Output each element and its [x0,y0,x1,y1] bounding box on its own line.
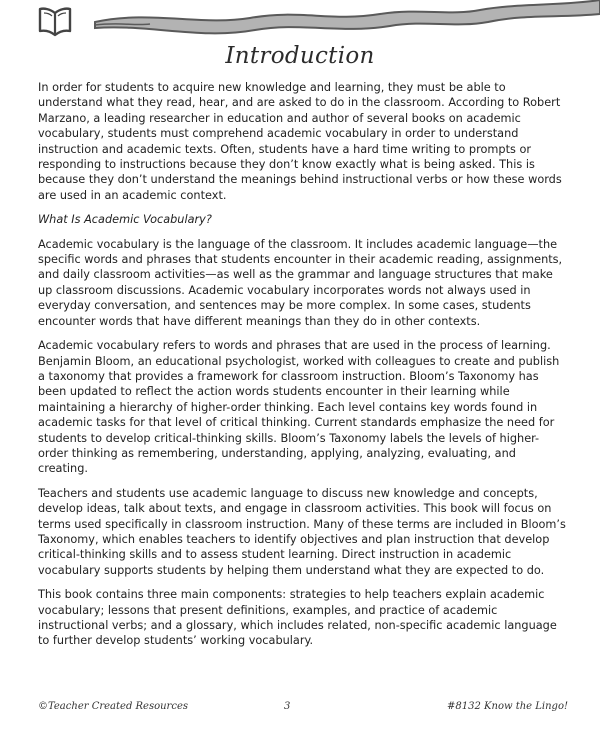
footer-copyright: ©Teacher Created Resources [38,701,188,712]
paragraph-classroom-use: Teachers and students use academic language to discuss new knowledge and concepts, develop ideas, talk about texts, and engage in classroom activities. This book will focus on terms used specifically in classroom instruction. Many of these terms are included in Bloom’s Taxonomy, which enables teachers to identify objectives and plan instruction that develop critical-thinking skills and to assess student learning. Direct instruction in academic vocabulary supports students by helping them understand what they are expected to do. [38,486,566,577]
footer-book-title: #8132 Know the Lingo! [447,701,568,712]
paragraph-book-components: This book contains three main components: strategies to help teachers explain academic vocabulary; lessons that present definitions, examples, and practice of academic instructional verbs; and a glossary, which includes related, non-specific academic language to further develop students’ working vocabulary. [38,588,557,648]
footer-page-number: 3 [284,701,291,712]
subheading: What Is Academic Vocabulary? [38,213,212,227]
page-title: Introduction [225,43,375,69]
paragraph-definition: Academic vocabulary is the language of the classroom. It includes academic language—the specific words and phrases that students encounter in their academic reading, assignments, and daily classroom activities—as well as the grammar and language structures that make up classroom discussions. Academic vocabulary incorporates words not always used in everyday conversation, and sentences may be more complex. In some cases, students encounter words that have different meanings than they do in other contexts. [38,237,563,328]
paragraph-intro: In order for students to acquire new knowledge and learning, they must be able to understand what they read, hear, and are asked to do in the classroom. According to Robert Marzano, a leading researcher in education and author of several books on academic vocabulary, students must comprehend academic vocabulary in order to understand instruction and academic texts. Often, students have a hard time writing to prompts or responding to instructions because they don’t know exactly what is being asked. This is because they don’t understand the meanings behind instructional verbs or how these words are used in an academic context. [38,81,562,202]
body-text [38,80,568,658]
open-book-icon [37,4,73,38]
paragraph-blooms-taxonomy: Academic vocabulary refers to words and phrases that are used in the process of learning. Benjamin Bloom, an educational psychologist, worked with colleagues to create and publish a taxonomy that provides a framework for classroom instruction. Bloom’s Taxonomy has been updated to reflect the action words students encounter in their learning while maintaining a hierarchy of higher-order thinking. Each level contains key words found in academic tasks for that level of critical thinking. Current standards emphasize the need for students to develop critical-thinking skills. Bloom’s Taxonomy labels the levels of higher-order thinking as remembering, understanding, applying, analyzing, evaluating, and creating. [38,339,560,476]
page-footer [38,701,568,717]
header-swoosh-decoration [0,0,600,48]
